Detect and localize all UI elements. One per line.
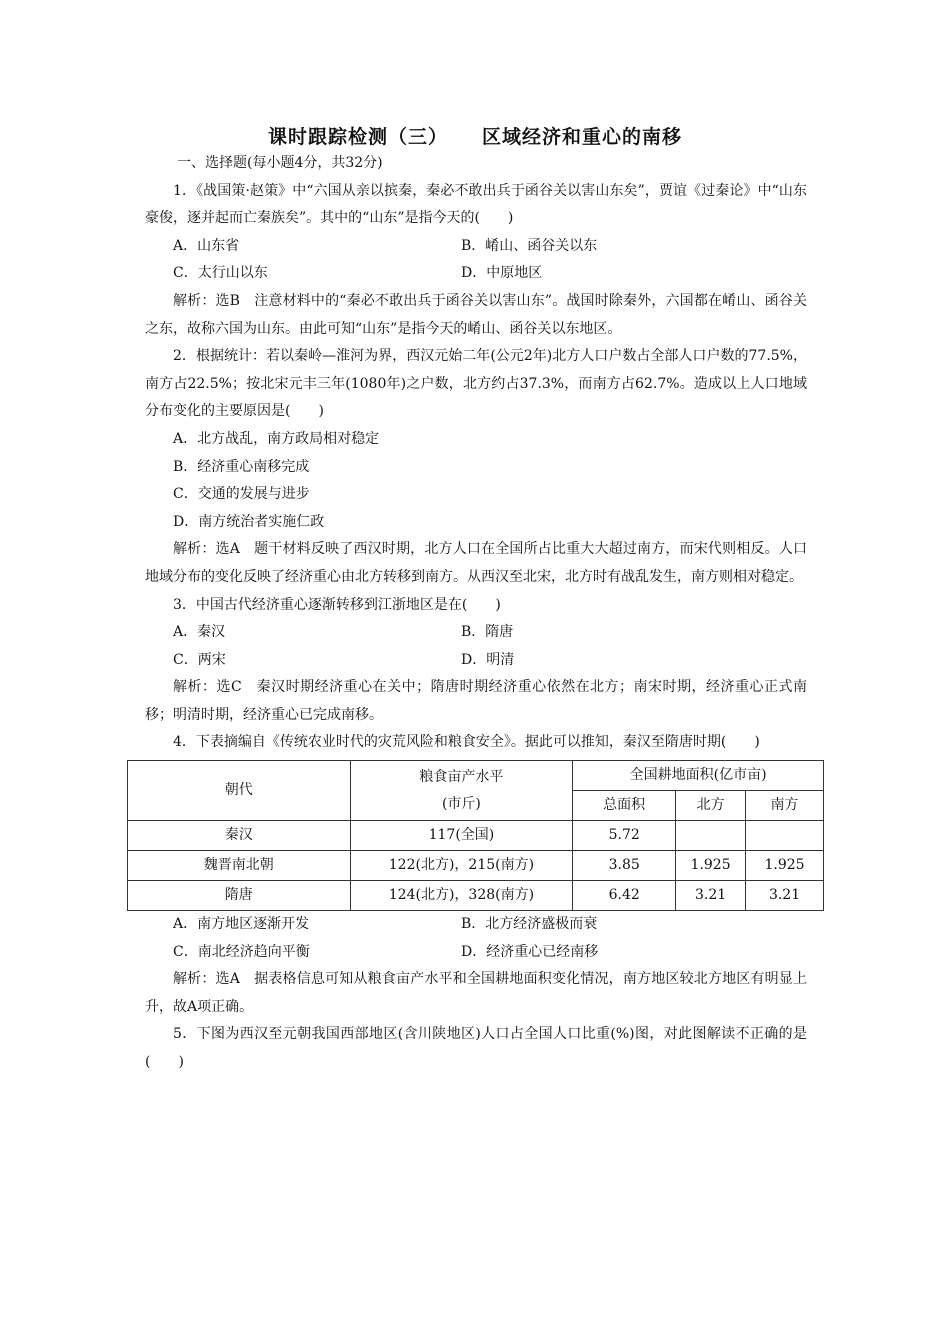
title-right: 区域经济和重心的南移 xyxy=(482,126,683,148)
q1-options-row2 xyxy=(145,260,807,288)
table-cell: 3.21 xyxy=(746,881,824,911)
header-yield xyxy=(350,761,573,821)
q4-option-c: C．南北经济趋向平衡 xyxy=(173,943,310,960)
table-cell: 魏晋南北朝 xyxy=(128,851,351,881)
table-cell: 124(北方)，328(南方) xyxy=(350,881,573,911)
table-cell xyxy=(676,821,746,851)
header-yield-line1: 粮食亩产水平 xyxy=(419,768,504,785)
table-cell: 1.925 xyxy=(746,851,824,881)
q2-option-c: C．交通的发展与进步 xyxy=(173,486,310,503)
table-cell: 3.21 xyxy=(676,881,746,911)
q3-option-d: D．明清 xyxy=(461,651,515,668)
q2-option-a: A．北方战乱，南方政局相对稳定 xyxy=(173,430,380,447)
q4-option-a: A．南方地区逐渐开发 xyxy=(173,916,310,933)
table-row xyxy=(128,881,824,911)
q3-stem: 3．中国古代经济重心逐渐转移到江浙地区是在( ) xyxy=(173,596,501,613)
table-cell: 122(北方)，215(南方) xyxy=(350,851,573,881)
table-cell: 秦汉 xyxy=(128,821,351,851)
header-dynasty: 朝代 xyxy=(128,761,351,821)
table-cell: 117(全国) xyxy=(350,821,573,851)
header-area: 全国耕地面积(亿市亩) xyxy=(573,761,824,791)
q3-options-row1 xyxy=(145,619,807,647)
header-total: 总面积 xyxy=(573,791,676,821)
q4-stem: 4．下表摘编自《传统农业时代的灾荒风险和粮食安全》。据此可以推知，秦汉至隋唐时期( ) xyxy=(173,734,760,751)
header-south: 南方 xyxy=(746,791,824,821)
q4-option-d: D．经济重心已经南移 xyxy=(461,943,599,960)
q1-option-c: C．太行山以东 xyxy=(173,265,268,282)
q3-analysis: 解析：选C 秦汉时期经济重心在关中；隋唐时期经济重心依然在北方；南宋时期，经济重心正式南移；明清时期，经济重心已完成南移。 xyxy=(145,679,807,723)
q1-options-row1 xyxy=(145,233,807,261)
page-title xyxy=(0,122,950,149)
table-cell xyxy=(746,821,824,851)
q3-option-c: C．两宋 xyxy=(173,651,226,668)
header-north: 北方 xyxy=(676,791,746,821)
table-cell: 隋唐 xyxy=(128,881,351,911)
q1-stem: 1．《战国策·赵策》中“六国从亲以摈秦，秦必不敢出兵于函谷关以害山东矣”，贾谊《过秦论》中“山东豪俊，逐并起而亡秦族矣”。其中的“山东”是指今天的( ) xyxy=(145,182,807,227)
table-cell: 3.85 xyxy=(573,851,676,881)
q3-option-b: B．隋唐 xyxy=(461,624,514,641)
q4-table-wrapper xyxy=(127,760,824,911)
table-cell: 5.72 xyxy=(573,821,676,851)
q1-option-b: B．崤山、函谷关以东 xyxy=(461,237,598,254)
table-cell: 1.925 xyxy=(676,851,746,881)
q4-option-b: B．北方经济盛极而衰 xyxy=(461,916,598,933)
table-row xyxy=(128,851,824,881)
table-row xyxy=(128,821,824,851)
q1-option-a: A．山东省 xyxy=(173,237,240,254)
q4-analysis: 解析：选A 据表格信息可知从粮食亩产水平和全国耕地面积变化情况，南方地区较北方地区有明显上升，故A项正确。 xyxy=(145,971,807,1015)
title-left: 课时跟踪检测（三） xyxy=(267,126,448,148)
q2-analysis: 解析：选A 题干材料反映了西汉时期，北方人口在全国所占比重大大超过南方，而宋代则相反。人口地域分布的变化反映了经济重心由北方转移到南方。从西汉至北宋，北方时有战乱发生，南方则相对稳定。 xyxy=(145,541,807,585)
q5-stem: 5．下图为西汉至元朝我国西部地区(含川陕地区)人口占全国人口比重(%)图，对此图解读不正确的是( ) xyxy=(145,1026,807,1071)
q2-stem: 2．根据统计：若以秦岭—淮河为界，西汉元始二年(公元2年)北方人口户数占全部人口户数的77.5%，南方占22.5%；按北宋元丰三年(1080年)之户数，北方约占37.3%，而南方占62.7%。造成以上人口地域分布变化的主要原因是( ) xyxy=(145,348,807,420)
header-yield-line2: (市斤) xyxy=(441,795,481,812)
document-body xyxy=(145,150,807,1077)
q4-options-row1 xyxy=(145,911,807,939)
q3-options-row2 xyxy=(145,647,807,675)
table-cell: 6.42 xyxy=(573,881,676,911)
q4-options-row2 xyxy=(145,939,807,967)
section-heading: 一、选择题(每小题4分，共32分) xyxy=(177,155,383,171)
q1-analysis: 解析：选B 注意材料中的“秦必不敢出兵于函谷关以害山东”。战国时除秦外，六国都在崤山、函谷关之东，故称六国为山东。由此可知“山东”是指今天的崤山、函谷关以东地区。 xyxy=(145,292,807,337)
q2-option-d: D．南方统治者实施仁政 xyxy=(173,513,325,530)
q4-data-table xyxy=(127,760,824,911)
q2-option-b: B．经济重心南移完成 xyxy=(173,458,310,475)
q3-option-a: A．秦汉 xyxy=(173,624,226,641)
q1-option-d: D．中原地区 xyxy=(461,265,543,282)
